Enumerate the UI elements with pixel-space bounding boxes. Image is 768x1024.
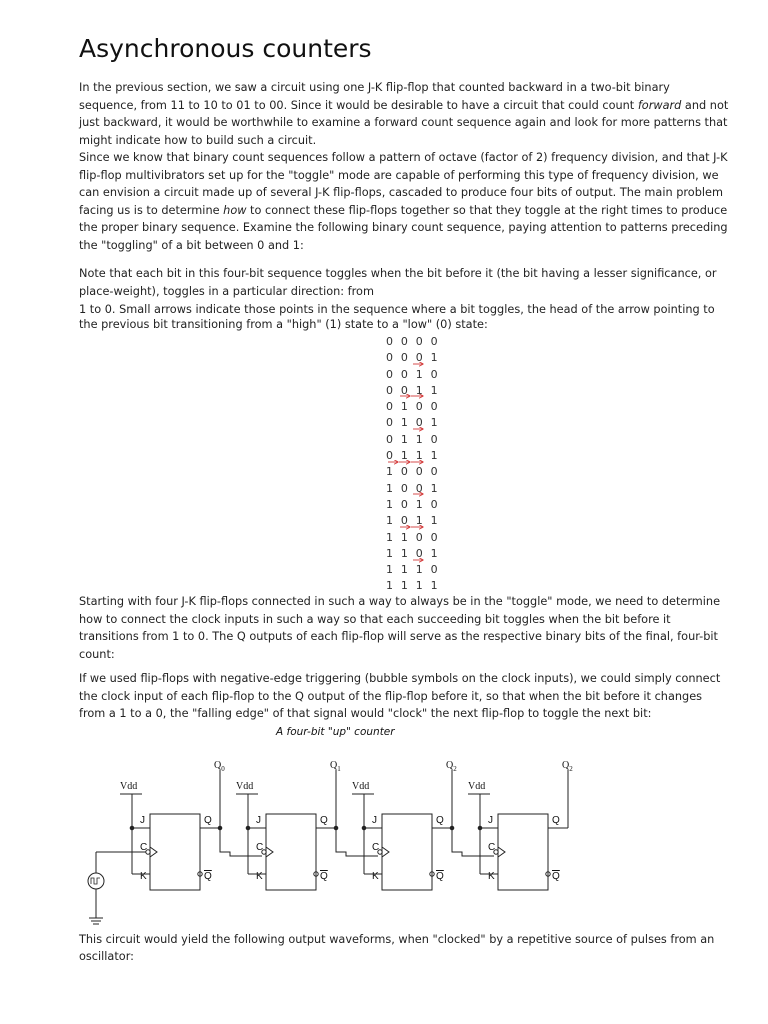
pin-qbar-label: Q (204, 871, 212, 882)
sequence-row: 0 1 1 1 (386, 449, 440, 463)
junction-dot (362, 826, 366, 830)
sequence-row: 1 1 1 0 (386, 563, 440, 577)
pin-k-label: K (140, 871, 147, 882)
output-label-q1: $Q_1$ (330, 760, 341, 773)
vdd-label: Vdd (468, 781, 486, 792)
clock-triangle (150, 847, 157, 857)
pin-j-label: J (372, 815, 377, 826)
figure-caption: A four-bit "up" counter (276, 726, 395, 738)
vdd-label: Vdd (120, 781, 138, 792)
junction-dot (334, 826, 338, 830)
sequence-row: 1 1 1 1 (386, 579, 440, 593)
pin-k-label: K (372, 871, 379, 882)
sequence-row: 1 0 0 1 (386, 481, 440, 495)
pin-qbar-label: Q (436, 871, 444, 882)
pin-j-label: J (140, 815, 145, 826)
sequence-row: 1 0 1 0 (386, 497, 440, 511)
pin-c-label: C (488, 842, 496, 853)
clock-triangle (382, 847, 389, 857)
paragraph-1: In the previous section, we saw a circuit using one J-K flip-flop that counted backward in a two-bit binary sequence, from 11 to 10 to 01 to 00. Since it would be desirable to have a circuit that could count forward and not just backward, it would be worthwhile to examine a forward count sequence again and look for more patterns that might indicate how to build such a circuit. (79, 81, 729, 147)
junction-dot (478, 826, 482, 830)
sequence-row: 0 0 1 1 (386, 383, 440, 397)
vdd-label: Vdd (236, 781, 254, 792)
binary-sequence (386, 334, 446, 595)
sequence-row: 0 0 0 0 (386, 335, 440, 348)
paragraph-2: Since we know that binary count sequences follow a pattern of octave (factor of 2) frequency division, and that J-K flip-flop multivibrators set up for the "toggle" mode are capable of performing this type of frequency division, we can envision a circuit made up of several J-K flip-flops, cascaded to produce four bits of output. The main problem facing us is to determine how to connect these flip-flops together so that they toggle at the right times to produce the proper binary sequence. Examine the following binary count sequence, paying attention to patterns preceding the "toggling" of a bit between 0 and 1: (79, 151, 728, 252)
pin-q-label: Q (436, 815, 444, 826)
page-title: Asynchronous counters (79, 34, 372, 63)
vdd-label: Vdd (352, 781, 370, 792)
clock-triangle (498, 847, 505, 857)
pin-q-label: Q (320, 815, 328, 826)
output-label-q2: $Q_2$ (446, 760, 457, 773)
output-label-q3: $Q_2$ (562, 760, 573, 773)
sequence-row: 0 1 1 0 (386, 432, 440, 446)
pin-c-label: C (372, 842, 380, 853)
toggle-arrows (386, 334, 446, 599)
sequence-row: 1 1 0 1 (386, 546, 440, 560)
arrow-group (388, 364, 423, 560)
paragraph-5: Starting with four J-K flip-flops connected in such a way to always be in the "toggle" mode, we need to determine how to connect the clock inputs in such a way so that each succeeding bit toggles when the bit before it transitions from 1 to 0. The Q outputs of each flip-flop will serve as the respective binary bits of the final, four-bit count: (79, 595, 721, 661)
paragraph-7: This circuit would yield the following output waveforms, when "clocked" by a repetitive source of pulses from an oscillator: (79, 933, 715, 963)
pin-q-label: Q (552, 815, 560, 826)
paragraph-4: 1 to 0. Small arrows indicate those points in the sequence where a bit toggles, the head of the arrow pointing to the previous bit transitioning from a "high" (1) state to a "low" (0) state: (79, 303, 715, 331)
junction-dot (246, 826, 250, 830)
pulse-icon (91, 878, 100, 884)
pin-k-label: K (256, 871, 263, 882)
oscillator-symbol (88, 873, 104, 889)
pin-j-label: J (488, 815, 493, 826)
output-label-q0: $Q_0$ (214, 760, 225, 773)
junction-dot (450, 826, 454, 830)
counter-circuit (80, 748, 600, 928)
paragraph-3: Note that each bit in this four-bit sequence toggles when the bit before it (the bit having a lesser significance, or place-weight), toggles in a particular direction: from (79, 267, 717, 298)
paragraph-6: If we used flip-flops with negative-edge triggering (bubble symbols on the clock inputs), we could simply connect the clock input of each flip-flop to the Q output of the flip-flop before it, so that when the bit before it changes from a 1 to a 0, the "falling edge" of that signal would "clock" the next flip-flop to toggle the next bit: (79, 672, 721, 721)
clock-triangle (266, 847, 273, 857)
pin-qbar-label: Q (320, 871, 328, 882)
sequence-row: 0 1 0 1 (386, 416, 440, 430)
pin-k-label: K (488, 871, 495, 882)
sequence-row: 1 0 1 1 (386, 514, 440, 528)
junction-dot (218, 826, 222, 830)
sequence-row: 1 0 0 0 (386, 465, 440, 479)
sequence-row: 0 0 0 1 (386, 351, 440, 365)
sequence-row: 0 1 0 0 (386, 400, 440, 414)
pin-c-label: C (140, 842, 148, 853)
junction-dot (130, 826, 134, 830)
pin-j-label: J (256, 815, 261, 826)
sequence-row: 1 1 0 0 (386, 530, 440, 544)
pin-q-label: Q (204, 815, 212, 826)
pin-c-label: C (256, 842, 264, 853)
sequence-row: 0 0 1 0 (386, 367, 440, 381)
pin-qbar-label: Q (552, 871, 560, 882)
